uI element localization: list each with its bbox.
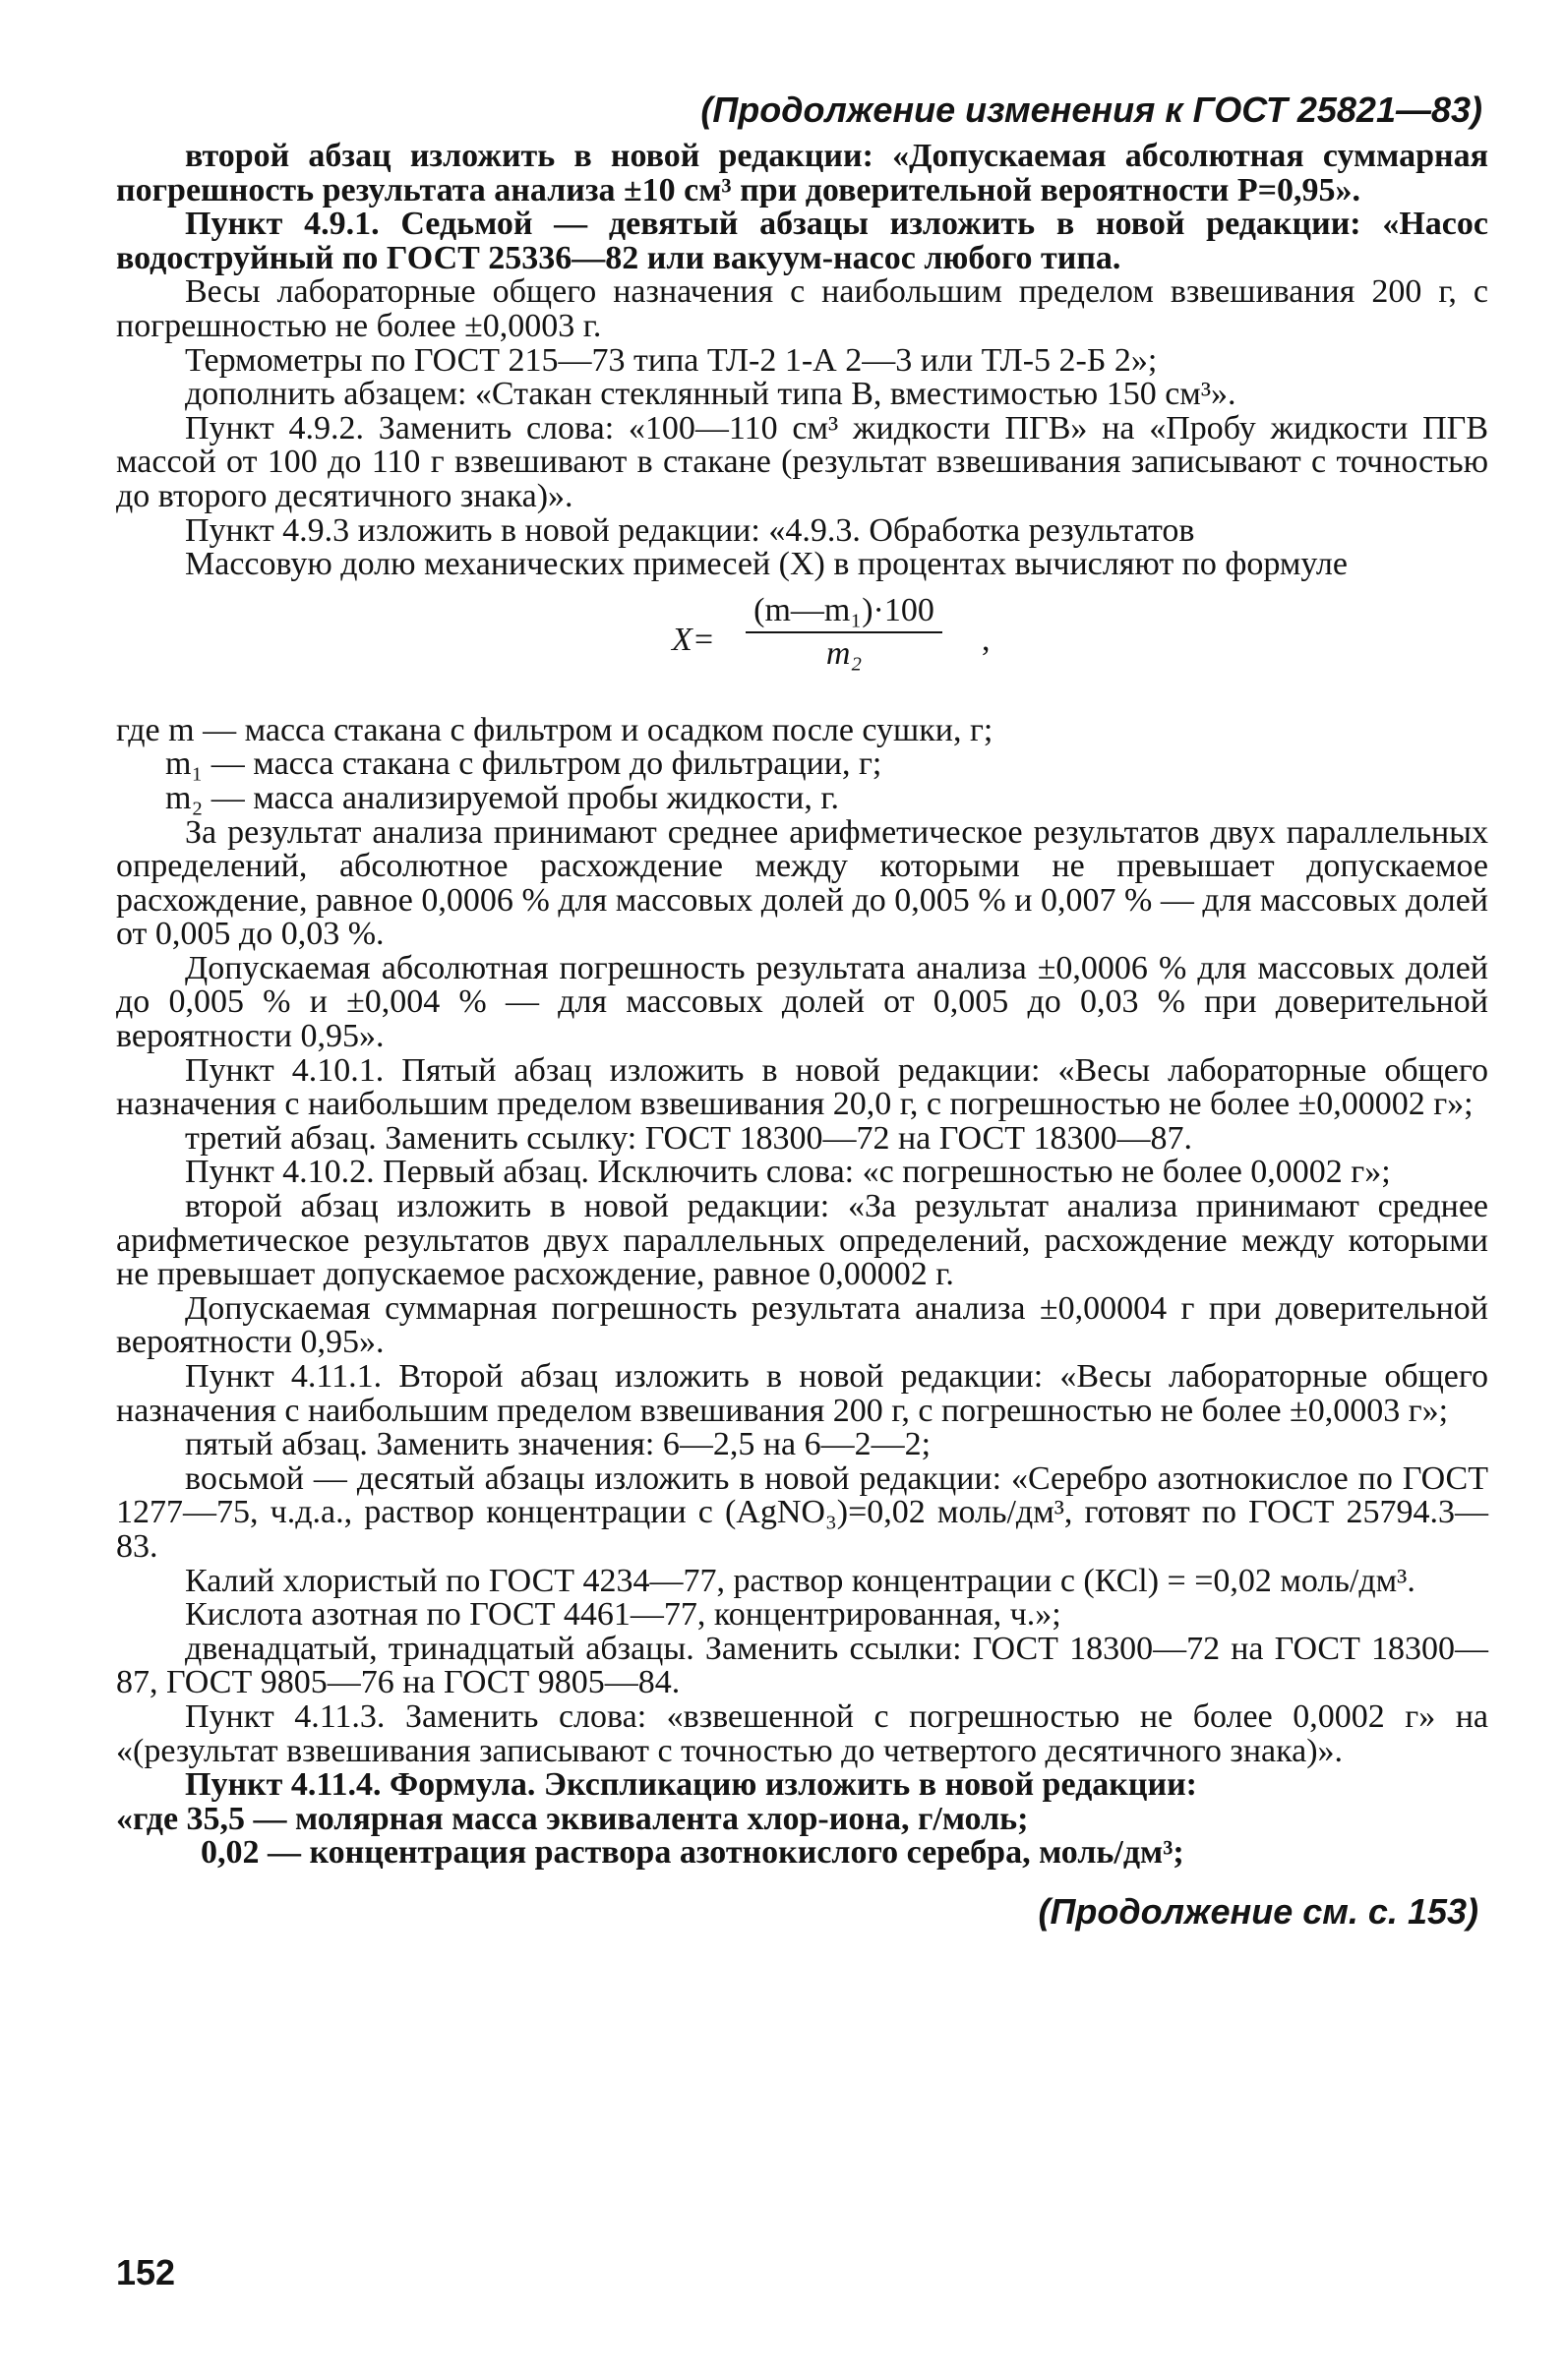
paragraph: Термометры по ГОСТ 215—73 типа ТЛ-2 1-А 2—3 или ТЛ-5 2-Б 2»; [185,341,1158,379]
running-header: (Продолжение изменения к ГОСТ 25821—83) [700,89,1482,130]
paragraph: Пункт 4.10.2. Первый абзац. Исключить слова: «с погрешностью не более 0,0002 г»; [185,1154,1391,1191]
paragraph: Пункт 4.10.1. Пятый абзац изложить в новой редакции: «Весы лабораторные общего назначения с наибольшим пределом взвешивания 20,0 г, с погрешностью не более ±0,00002 г»; [116,1051,1488,1123]
formula-trail: , [982,621,991,658]
formula [116,590,1488,706]
document-page [116,90,1488,1932]
paragraph: двенадцатый, тринадцатый абзацы. Заменить ссылки: ГОСТ 18300—72 на ГОСТ 18300—87, ГОСТ 9805—76 на ГОСТ 9805—84. [116,1630,1488,1701]
formula-lhs: X= [672,621,715,658]
paragraph: Пункт 4.11.4. Формула. Экспликацию изложить в новой редакции: [185,1766,1197,1804]
paragraph: Весы лабораторные общего назначения с наибольшим пределом взвешивания 200 г, с погрешностью не более ±0,0003 г. [116,273,1488,344]
page-number: 152 [116,2252,176,2292]
paragraph: Пункт 4.9.2. Заменить слова: «100—110 см³ жидкости ПГВ» на «Пробу жидкости ПГВ массой от 100 до 110 г взвешивают в стакане (результат взвешивания записывают с точностью до второго десятичного знака)». [116,409,1488,514]
paragraph: Пункт 4.9.3 изложить в новой редакции: «4.9.3. Обработка результатов [185,511,1195,549]
text-block-2 [116,813,1488,1872]
where-line: m₂ — масса анализируемой пробы жидкости, г. [165,779,839,816]
paragraph: пятый абзац. Заменить значения: 6—2,5 на 6—2—2; [185,1426,932,1463]
paragraph: Кислота азотная по ГОСТ 4461—77, концентрированная, ч.»; [185,1596,1061,1634]
where-line: где m — масса стакана с фильтром и осадком после сушки, г; [116,711,993,748]
formula-denominator: m₂ [825,635,863,673]
paragraph: второй абзац изложить в новой редакции: «Допускаемая абсолютная суммарная погрешность результата анализа ±10 см³ при доверительной вероятности Р=0,95». [116,138,1488,208]
paragraph: третий абзац. Заменить ссылку: ГОСТ 18300—72 на ГОСТ 18300—87. [185,1119,1192,1157]
paragraph: Пункт 4.9.1. Седьмой — девятый абзацы изложить в новой редакции: «Насос водоструйный по ГОСТ 25336—82 или вакуум-насос любого типа. [116,206,1488,276]
paragraph: Пункт 4.11.1. Второй абзац изложить в новой редакции: «Весы лабораторные общего назначения с наибольшим пределом взвешивания 200 г, с погрешностью не более ±0,0003 г»; [116,1358,1488,1429]
paragraph: Допускаемая суммарная погрешность результата анализа ±0,00004 г при доверительной вероятности 0,95». [116,1289,1488,1361]
continuation-note: (Продолжение см. с. 153) [1038,1890,1478,1932]
paragraph: За результат анализа принимают среднее арифметическое результатов двух параллельных определений, абсолютное расхождение между которыми не превышает допускаемое расхождение, равное 0,0006 % для массовых долей до 0,005 % и 0,007 % — для массовых долей от 0,005 до 0,03 %. [116,813,1488,953]
paragraph: Допускаемая абсолютная погрешность результата анализа ±0,0006 % для массовых долей до 0,005 % и ±0,004 % — для массовых долей от 0,005 до 0,03 % при доверительной вероятности 0,95». [116,949,1488,1055]
text-block-1 [116,140,1488,582]
paragraph: дополнить абзацем: «Стакан стеклянный типа В, вместимостью 150 см³». [185,376,1236,413]
paragraph: «где 35,5 — молярная масса эквивалента хлор-иона, г/моль; [116,1800,1029,1837]
variable-explanation [116,711,1488,816]
paragraph: Массовую долю механических примесей (X) в процентах вычисляют по формуле [185,546,1348,583]
paragraph: восьмой — десятый абзацы изложить в новой редакции: «Серебро азотнокислое по ГОСТ 1277—75, ч.д.а., раствор концентрации с (AgNO₃)=0,02 моль/дм³, готовят по ГОСТ 25794.3—83. [116,1459,1488,1565]
paragraph: Калий хлористый по ГОСТ 4234—77, раствор концентрации с (КСl) = =0,02 моль/дм³. [185,1562,1415,1599]
paragraph: 0,02 — концентрация раствора азотнокислого серебра, моль/дм³; [201,1834,1184,1872]
paragraph: Пункт 4.11.3. Заменить слова: «взвешенной с погрешностью не более 0,0002 г» на «(результат взвешивания записывают с точностью до четвертого десятичного знака)». [116,1697,1488,1769]
formula-numerator: (m—m₁)·100 [746,594,942,634]
paragraph: второй абзац изложить в новой редакции: «За результат анализа принимают среднее арифметическое результатов двух параллельных определений, расхождение между которыми не превышает допускаемое расхождение, равное 0,00002 г. [116,1188,1488,1293]
where-line: m₁ — масса стакана с фильтром до фильтрации, г; [165,745,882,783]
formula-fraction [746,591,942,673]
